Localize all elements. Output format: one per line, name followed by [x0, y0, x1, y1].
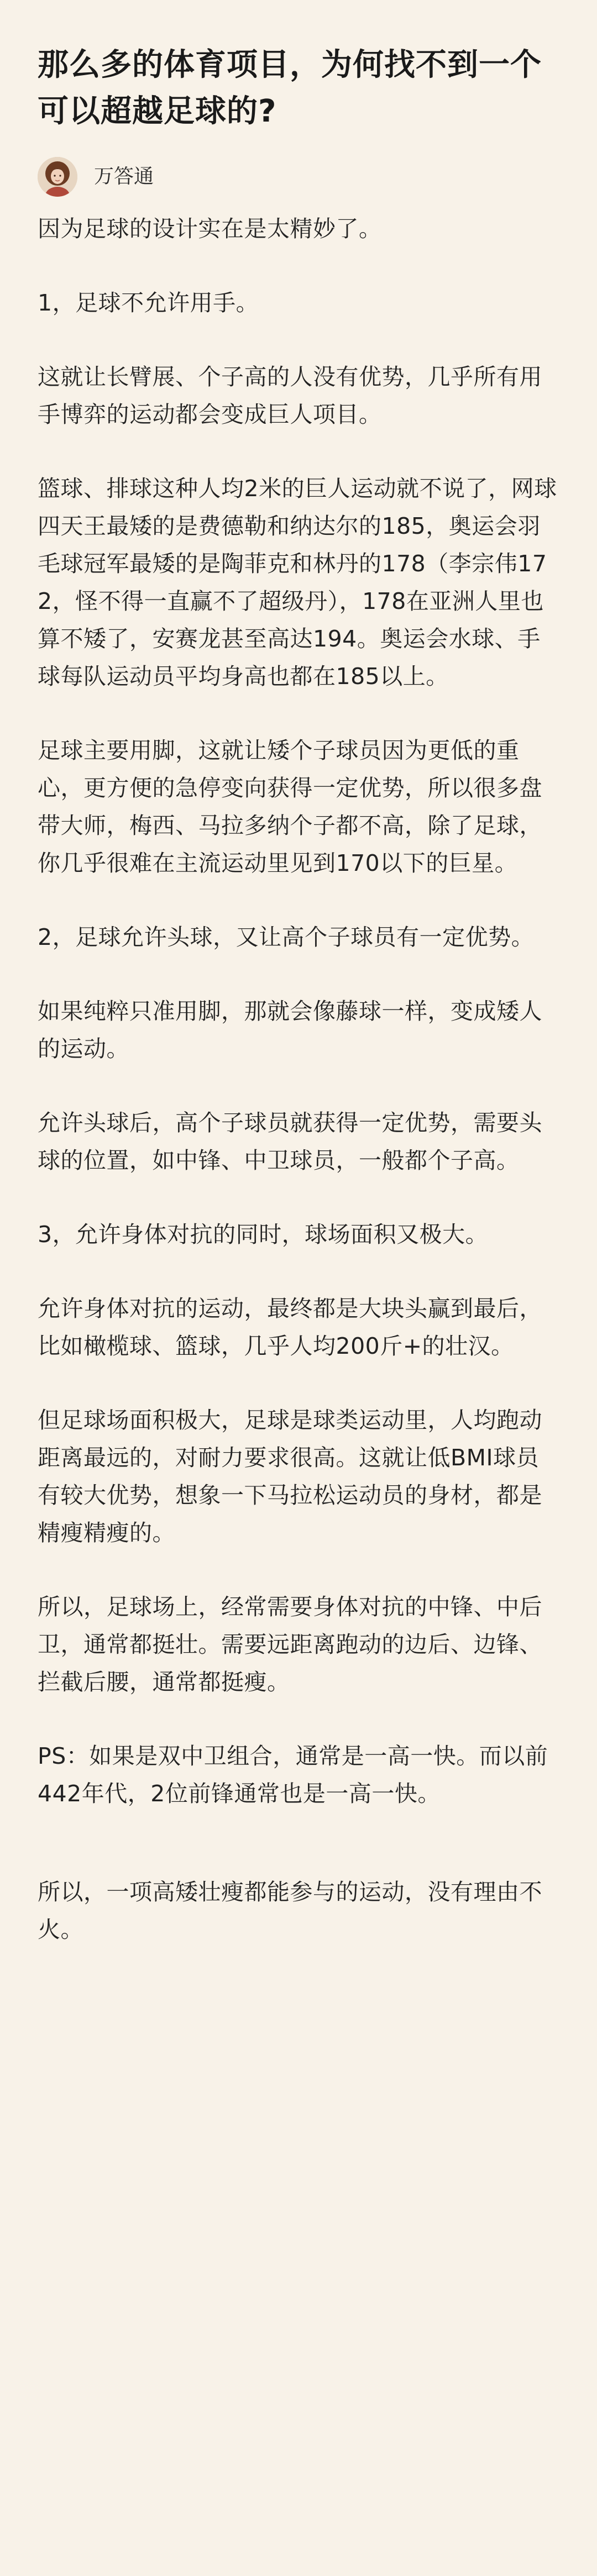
answer-paragraph: 如果纯粹只准用脚，那就会像藤球一样，变成矮人的运动。: [38, 998, 542, 1062]
answer-paragraph: 足球主要用脚，这就让矮个子球员因为更低的重心，更方便的急停变向获得一定优势，所以很多盘带大师，梅西、马拉多纳个子都不高，除了足球，你几乎很难在主流运动里见到170以下的巨星。: [38, 737, 542, 876]
question-title[interactable]: 那么多的体育项目，为何找不到一个可以超越足球的?: [38, 47, 542, 129]
answer-paragraph: 2，足球允许头球，又让高个子球员有一定优势。: [38, 924, 535, 950]
answer-paragraph: 但足球场面积极大，足球是球类运动里，人均跑动距离最远的，对耐力要求很高。这就让低BMI球员有较大优势，想象一下马拉松运动员的身材，都是精瘦精瘦的。: [38, 1407, 542, 1546]
answer-paragraph: 篮球、排球这种人均2米的巨人运动就不说了，网球四天王最矮的是费德勒和纳达尔的185，奥运会羽毛球冠军最矮的是陶菲克和林丹的178（李宗伟172，怪不得一直赢不了超级丹），178在亚洲人里也算不矮了，安赛龙甚至高达194。奥运会水球、手球每队运动员平均身高也都在185以上。: [38, 475, 557, 690]
answer-paragraph: 允许身体对抗的运动，最终都是大块头赢到最后，比如橄榄球、篮球，几乎人均200斤+的壮汉。: [38, 1295, 542, 1359]
answer-paragraph: 所以，足球场上，经常需要身体对抗的中锋、中后卫，通常都挺壮。需要远距离跑动的边后、边锋、拦截后腰，通常都挺瘦。: [38, 1594, 542, 1695]
answer-body: [38, 210, 559, 1948]
answer-paragraph: 这就让长臂展、个子高的人没有优势，几乎所有用手博弈的运动都会变成巨人项目。: [38, 364, 542, 428]
answer-paragraph: 允许头球后，高个子球员就获得一定优势，需要头球的位置，如中锋、中卫球员，一般都个子高。: [38, 1110, 542, 1174]
author-name[interactable]: 万答通: [94, 165, 154, 188]
answer-paragraph: 1，足球不允许用手。: [38, 290, 259, 316]
answer-paragraph: 因为足球的设计实在是太精妙了。: [38, 215, 382, 242]
answer-paragraph: 3，允许身体对抗的同时，球场面积又极大。: [38, 1221, 489, 1248]
portrait-avatar-icon: [38, 157, 77, 197]
answer-paragraph: 所以，一项高矮壮瘦都能参与的运动，没有理由不火。: [38, 1879, 542, 1943]
author-row[interactable]: [38, 157, 559, 197]
answer-paragraph: PS：如果是双中卫组合，通常是一高一快。而以前442年代，2位前锋通常也是一高一快。: [38, 1743, 548, 1807]
avatar[interactable]: [38, 157, 77, 197]
